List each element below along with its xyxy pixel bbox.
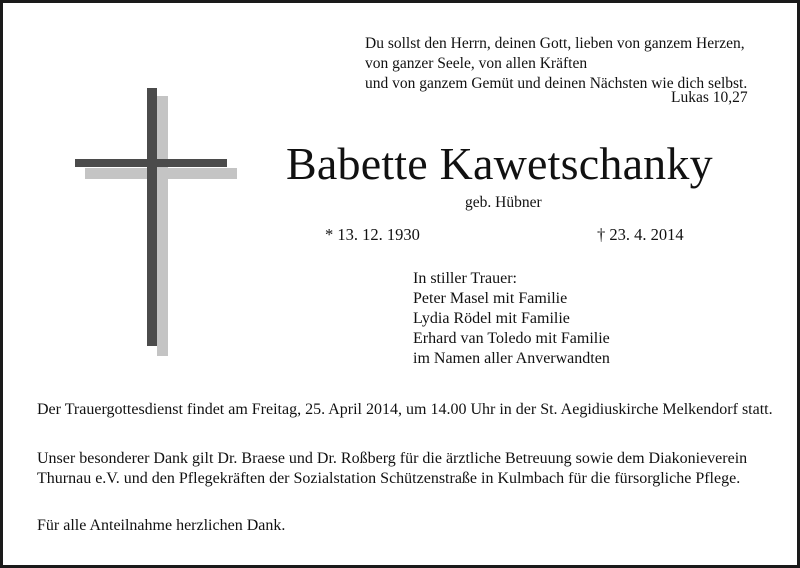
thanks-paragraph: Unser besonderer Dank gilt Dr. Braese und Dr. Roßberg für die ärztliche Betreuung sowie dem Diakonieverein Thurnau e.V. und den Pflegekräften der Sozialstation Schützenstraße in Kulmbach für die fürsorgliche Pflege. bbox=[37, 450, 748, 487]
bible-quote bbox=[365, 34, 747, 94]
service-info: Der Trauergottesdienst findet am Freitag, 25. April 2014, um 14.00 Uhr in der St. Aegidiuskirche Melkendorf statt. bbox=[37, 401, 773, 418]
closing-thanks: Für alle Anteilnahme herzlichen Dank. bbox=[37, 517, 286, 534]
deceased-name: Babette Kawetschanky bbox=[286, 138, 713, 189]
mourners-line: Lydia Rödel mit Familie bbox=[413, 310, 570, 327]
mourners-line: Erhard van Toledo mit Familie bbox=[413, 330, 610, 347]
mourners-line: im Namen aller Anverwandten bbox=[413, 350, 610, 367]
mourners-line: Peter Masel mit Familie bbox=[413, 290, 568, 307]
death-date: † 23. 4. 2014 bbox=[597, 225, 684, 244]
birth-date: * 13. 12. 1930 bbox=[325, 225, 420, 244]
quote-line: von ganzer Seele, von allen Kräften bbox=[365, 55, 588, 72]
quote-reference: Lukas 10,27 bbox=[671, 89, 748, 106]
maiden-name: geb. Hübner bbox=[465, 194, 542, 211]
mourners-list bbox=[413, 269, 610, 369]
quote-line: und von ganzem Gemüt und deinen Nächsten wie dich selbst. bbox=[365, 75, 748, 92]
quote-line: Du sollst den Herrn, deinen Gott, lieben von ganzem Herzen, bbox=[365, 35, 745, 52]
cross-icon bbox=[73, 88, 243, 358]
mourners-line: In stiller Trauer: bbox=[413, 270, 517, 287]
